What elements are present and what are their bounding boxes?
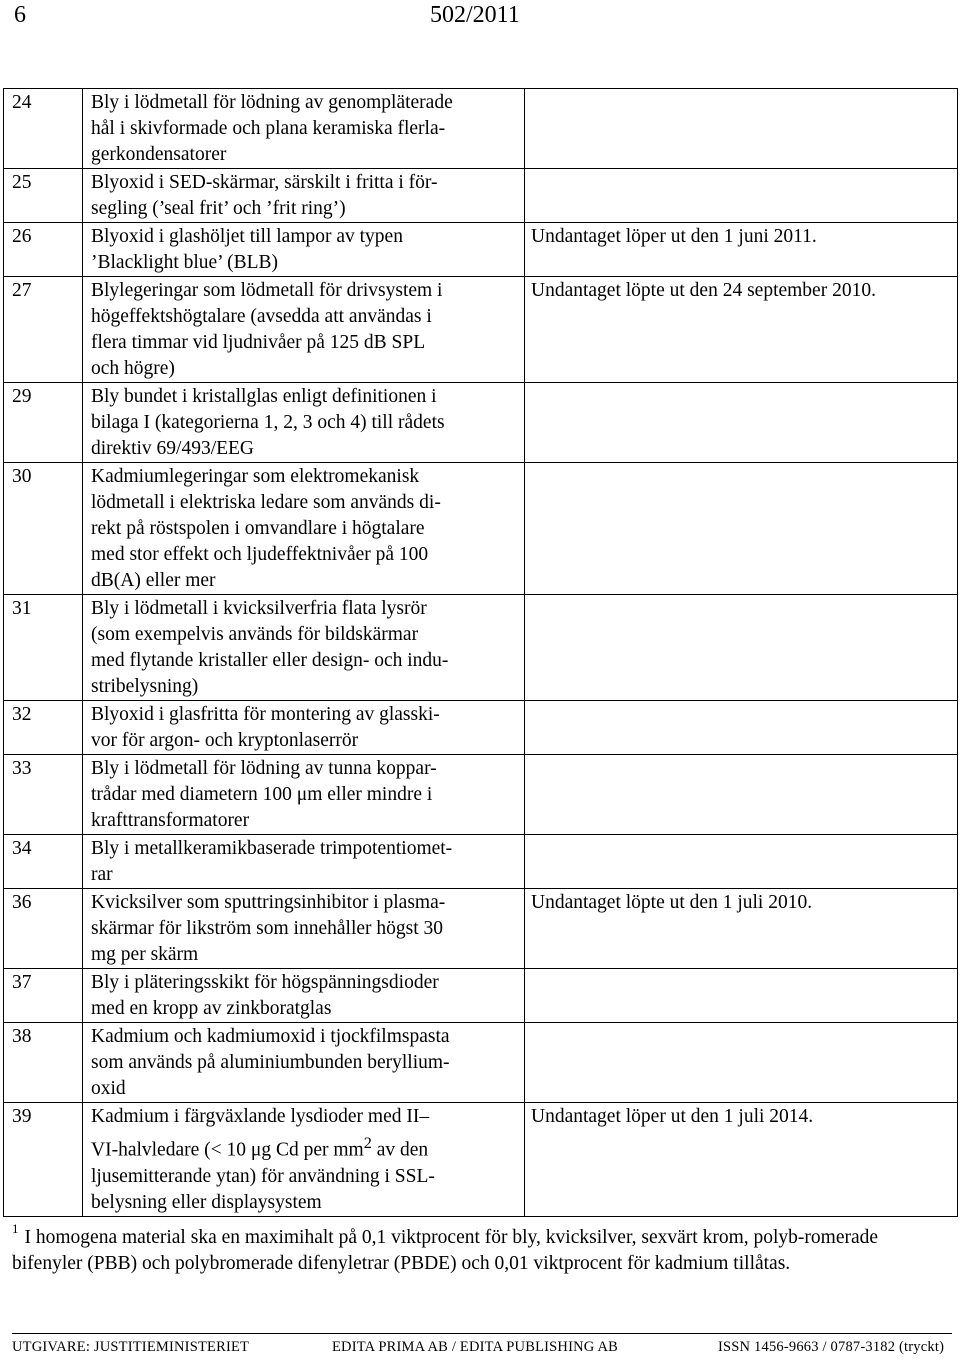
row-description: Blylegeringar som lödmetall för drivsystem i högeffektshögtalare (avsedda att användas i flera timmar vid ljudnivåer på 125 dB SPL och högre) bbox=[83, 277, 525, 383]
page-number: 6 bbox=[14, 2, 26, 28]
row-note bbox=[525, 89, 958, 169]
row-description: Blyoxid i glasfritta för montering av glasski- vor för argon- och kryptonlaserrör bbox=[83, 701, 525, 755]
row-note: Undantaget löpte ut den 1 juli 2010. bbox=[525, 889, 958, 969]
footnote-text: I homogena material ska en maximihalt på 0,1 viktprocent för bly, kvicksilver, sexvärt krom, polyb-romerade bifenyler (PBB) och polybromerade difenyletrar (PBDE) och 0,01 viktprocent för kadmium tillåtas. bbox=[12, 1227, 879, 1274]
table-row bbox=[4, 463, 958, 595]
footer-printer: EDITA PRIMA AB / EDITA PUBLISHING AB bbox=[332, 1339, 619, 1355]
row-description: Bly i lödmetall för lödning av genompläterade hål i skivformade och plana keramiska flerla- gerkondensatorer bbox=[83, 89, 525, 169]
table-row bbox=[4, 755, 958, 835]
row-description: Kadmiumlegeringar som elektromekanisk lödmetall i elektriska ledare som används di- rekt på röstspolen i omvandlare i högtalare med stor effekt och ljudeffektnivåer på 100 dB(A) eller mer bbox=[83, 463, 525, 595]
table-row bbox=[4, 223, 958, 277]
row-number: 38 bbox=[4, 1023, 83, 1103]
row-number: 25 bbox=[4, 169, 83, 223]
row-note bbox=[525, 169, 958, 223]
row-description-text: Kadmium i färgväxlande lysdioder med II– VI-halvledare (< 10 μg Cd per mm bbox=[91, 1106, 430, 1161]
row-description: Bly i metallkeramikbaserade trimpotentiomet- rar bbox=[83, 835, 525, 889]
table-row bbox=[4, 169, 958, 223]
row-description: Bly bundet i kristallglas enligt definitionen i bilaga I (kategorierna 1, 2, 3 och 4) till rådets direktiv 69/493/EEG bbox=[83, 383, 525, 463]
row-number: 39 bbox=[4, 1103, 83, 1217]
footnote bbox=[12, 1216, 947, 1277]
exemptions-table bbox=[3, 88, 958, 1217]
footnote-marker: 1 bbox=[12, 1221, 19, 1236]
row-description: Blyoxid i SED-skärmar, särskilt i fritta i för- segling (’seal frit’ och ’frit ring’) bbox=[83, 169, 525, 223]
row-description: Bly i lödmetall i kvicksilverfria flata lysrör (som exempelvis används för bildskärmar med flytande kristaller eller design- och indu- stribelysning) bbox=[83, 595, 525, 701]
row-description: Bly i pläteringsskikt för högspänningsdioder med en kropp av zinkboratglas bbox=[83, 969, 525, 1023]
row-number: 34 bbox=[4, 835, 83, 889]
row-number: 37 bbox=[4, 969, 83, 1023]
row-note bbox=[525, 701, 958, 755]
row-number: 31 bbox=[4, 595, 83, 701]
table-row bbox=[4, 1103, 958, 1217]
row-note bbox=[525, 835, 958, 889]
row-note bbox=[525, 595, 958, 701]
row-description: Bly i lödmetall för lödning av tunna koppar- trådar med diametern 100 μm eller mindre i krafttransformatorer bbox=[83, 755, 525, 835]
document-number: 502/2011 bbox=[430, 2, 520, 28]
row-note bbox=[525, 1023, 958, 1103]
row-description bbox=[83, 1103, 525, 1217]
row-number: 30 bbox=[4, 463, 83, 595]
row-description: Kadmium och kadmiumoxid i tjockfilmspasta som används på aluminiumbunden beryllium- oxid bbox=[83, 1023, 525, 1103]
row-number: 26 bbox=[4, 223, 83, 277]
row-number: 27 bbox=[4, 277, 83, 383]
row-note: Undantaget löper ut den 1 juli 2014. bbox=[525, 1103, 958, 1217]
footer-publisher: UTGIVARE: JUSTITIEMINISTERIET bbox=[12, 1339, 250, 1355]
row-description: Blyoxid i glashöljet till lampor av typen ’Blacklight blue’ (BLB) bbox=[83, 223, 525, 277]
row-number: 29 bbox=[4, 383, 83, 463]
table-row bbox=[4, 835, 958, 889]
table-row bbox=[4, 701, 958, 755]
table-row bbox=[4, 383, 958, 463]
row-note bbox=[525, 755, 958, 835]
row-description: Kvicksilver som sputtringsinhibitor i plasma- skärmar för likström som innehåller högst 30 mg per skärm bbox=[83, 889, 525, 969]
row-note: Undantaget löpte ut den 24 september 2010. bbox=[525, 277, 958, 383]
table-row bbox=[4, 595, 958, 701]
exemptions-table-body bbox=[4, 89, 958, 1217]
table-row bbox=[4, 1023, 958, 1103]
row-note bbox=[525, 463, 958, 595]
table-row bbox=[4, 889, 958, 969]
row-number: 33 bbox=[4, 755, 83, 835]
row-description-text: av den ljusemitterande ytan) för användning i SSL- belysning eller displaysystem bbox=[91, 1139, 435, 1213]
footer-issn: ISSN 1456-9663 / 0787-3182 (tryckt) bbox=[718, 1339, 945, 1355]
table-row bbox=[4, 969, 958, 1023]
row-note bbox=[525, 969, 958, 1023]
table-row bbox=[4, 277, 958, 383]
row-number: 36 bbox=[4, 889, 83, 969]
row-number: 24 bbox=[4, 89, 83, 169]
row-note: Undantaget löper ut den 1 juni 2011. bbox=[525, 223, 958, 277]
row-note bbox=[525, 383, 958, 463]
footer-rule bbox=[12, 1333, 952, 1334]
table-row bbox=[4, 89, 958, 169]
superscript: 2 bbox=[363, 1134, 372, 1152]
row-number: 32 bbox=[4, 701, 83, 755]
